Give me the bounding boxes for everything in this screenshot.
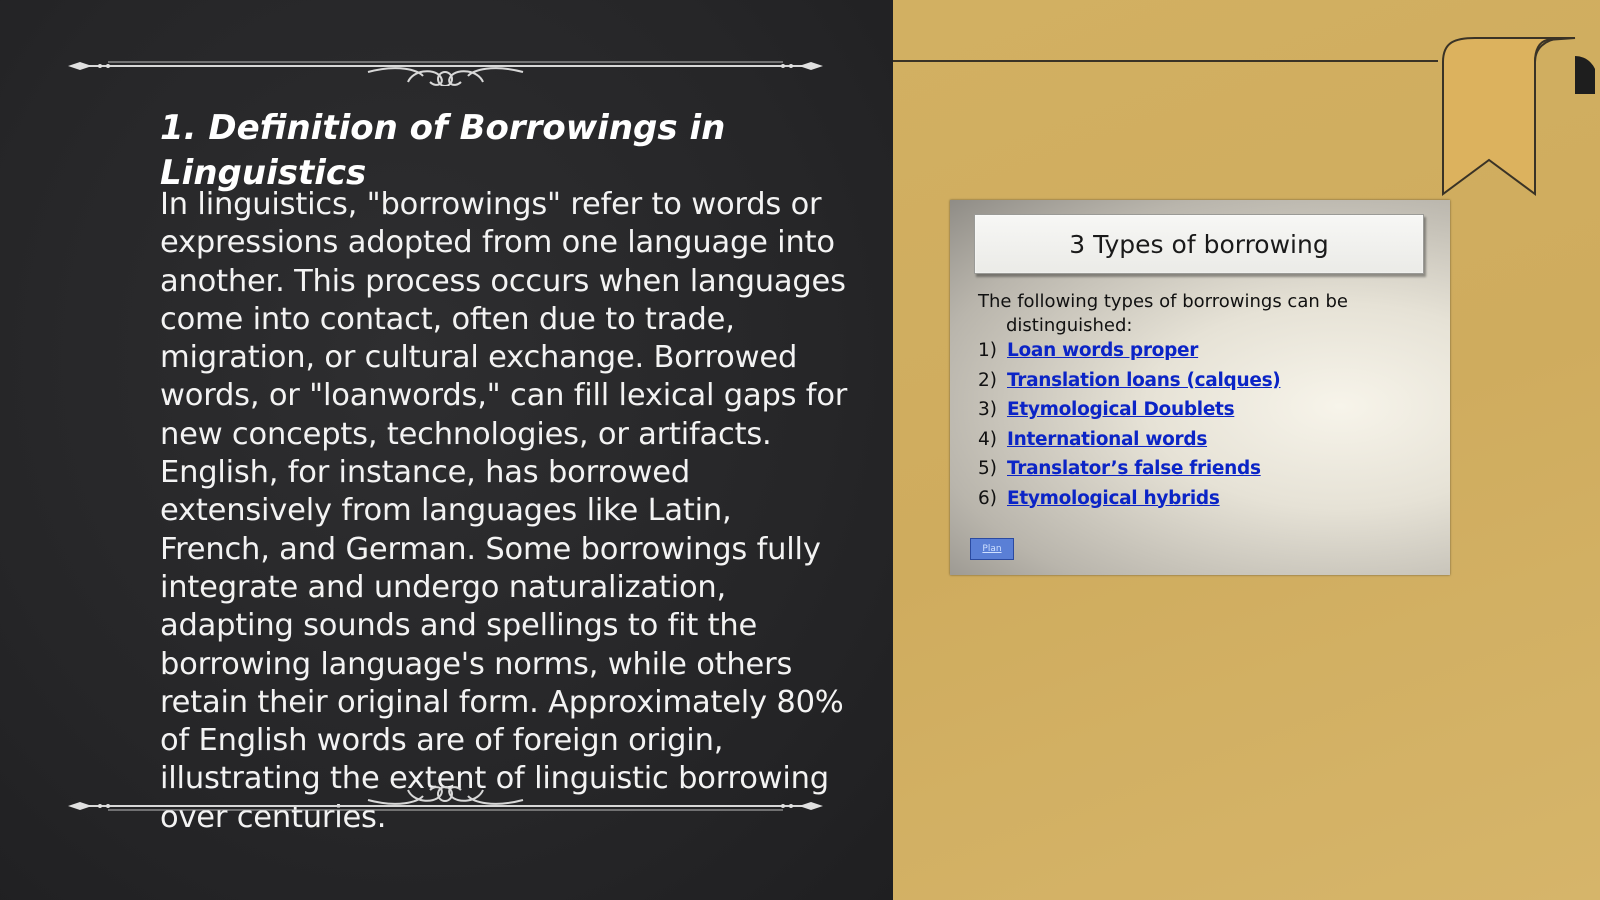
borrowing-types-list <box>978 340 1280 517</box>
horizontal-rule <box>893 60 1438 62</box>
link-etymological-hybrids[interactable]: Etymological hybrids <box>1007 487 1220 509</box>
item-number: 5) <box>978 458 997 479</box>
link-translators-false-friends[interactable]: Translator’s false friends <box>1007 458 1261 479</box>
list-item <box>978 340 1280 370</box>
body-paragraph: In linguistics, "borrowings" refer to words or expressions adopted from one language into another. This process occurs when languages come into contact, often due to trade, migration, or cultural exchange. Borrowed words, or "loanwords," can fill lexical gaps for new concepts, technologies, or artifacts. English, for instance, has borrowed extensively from languages like Latin, French, and German. Some borrowings fully integrate and undergo naturalization, adapting sounds and spellings to fit the borrowing language's norms, while others retain their original form. Approximately 80% of English words are of foreign origin, illustrating the extent of linguistic borrowing over centuries. <box>160 187 848 835</box>
item-number: 3) <box>978 399 997 420</box>
list-item <box>978 399 1280 429</box>
item-number: 1) <box>978 340 997 361</box>
list-item <box>978 429 1280 459</box>
link-translation-loans[interactable]: Translation loans (calques) <box>1007 369 1281 391</box>
list-item <box>978 488 1280 518</box>
bookmark-ribbon-icon <box>1435 34 1595 204</box>
slide-title-box <box>974 214 1424 274</box>
slide-title: 3 Types of borrowing <box>1069 229 1329 259</box>
link-loan-words-proper[interactable]: Loan words proper <box>1007 340 1199 361</box>
intro-line-1: The following types of borrowings can be <box>978 291 1348 312</box>
slide-heading: 1. Definition of Borrowings in Linguistics <box>160 108 726 193</box>
item-number: 4) <box>978 428 997 450</box>
list-item <box>978 370 1280 400</box>
embedded-slide-image <box>950 200 1450 575</box>
right-image-panel <box>893 0 1600 900</box>
link-etymological-doublets[interactable]: Etymological Doublets <box>1007 399 1235 420</box>
item-number: 6) <box>978 487 997 509</box>
ornament-divider-bottom <box>68 786 823 826</box>
slide-intro-text <box>978 290 1398 338</box>
item-number: 2) <box>978 369 997 391</box>
list-item <box>978 458 1280 488</box>
ornament-divider-top <box>68 46 823 86</box>
link-international-words[interactable]: International words <box>1007 428 1208 450</box>
intro-line-2: distinguished: <box>1006 315 1133 336</box>
plan-button[interactable]: Plan <box>970 538 1014 560</box>
